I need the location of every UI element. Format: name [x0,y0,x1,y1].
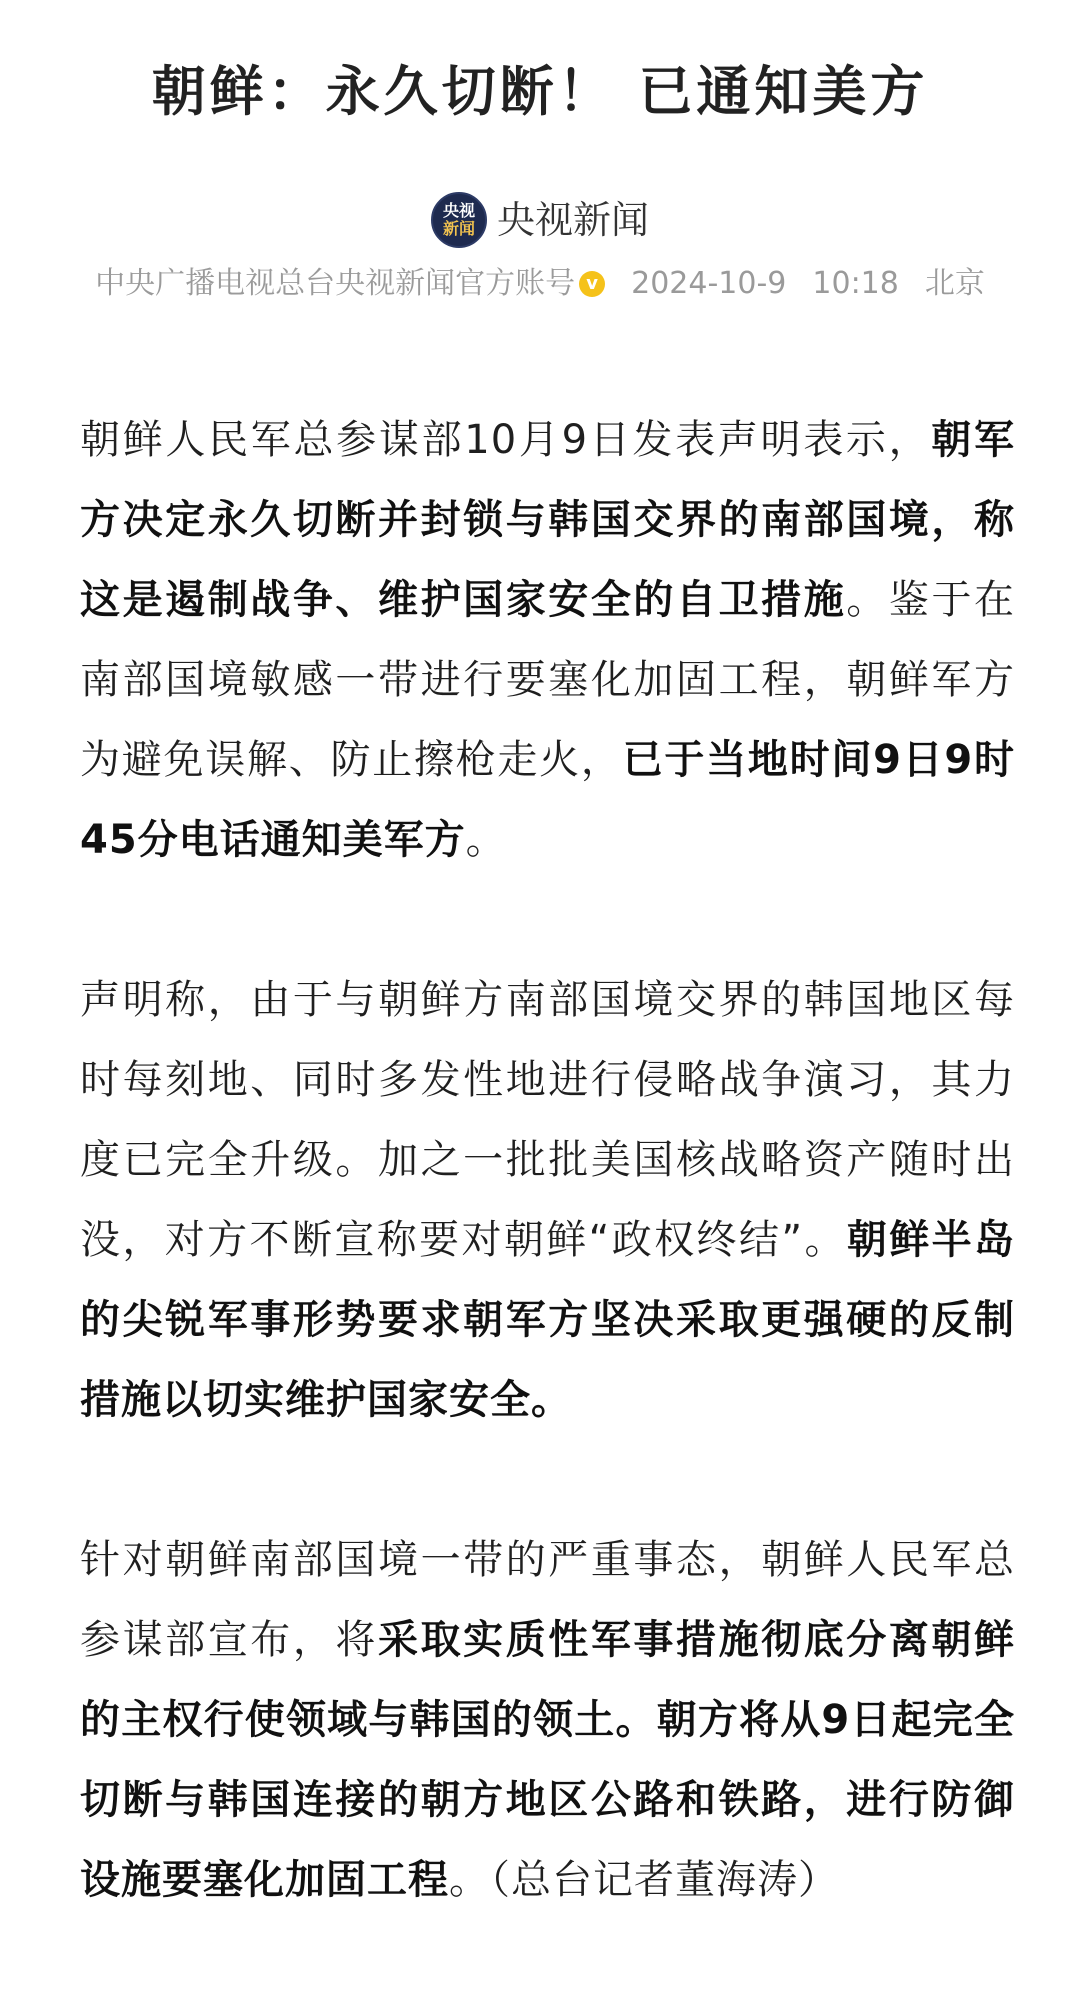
article-paragraph-3 [80,1520,1015,1920]
publish-date: 2024-10-9 [631,266,787,301]
article-paragraph-2 [80,960,1015,1440]
cctv-news-logo-icon[interactable] [431,192,487,248]
article-body [80,400,1015,2000]
paragraph-text: 。 [465,817,507,863]
account-description: 中央广播电视总台央视新闻官方账号 [95,266,576,301]
paragraph-bold-text: 已于当地时间9日9时45分电话通知美军方 [80,737,1015,863]
publish-time: 10:18 [812,266,899,301]
paragraph-bold-text: 朝鲜半岛的尖锐军事形势要求朝军方坚决采取更强硬的反制措施以切实维护国家安全。 [80,1217,1015,1423]
paragraph-text: 。（总台记者董海涛） [449,1857,839,1903]
paragraph-text: 针对朝鲜南部国境一带的严重事态，朝鲜人民军总参谋部宣布，将 [80,1537,1015,1663]
article-title: 朝鲜：永久切断！ 已通知美方 [151,60,929,123]
article-paragraph-1 [80,400,1015,880]
source-row[interactable] [0,192,1080,248]
paragraph-text: 朝鲜人民军总参谋部10月9日发表声明表示， [80,417,932,463]
logo-text-line1: 央视 [442,201,475,220]
paragraph-bold-text: 采取实质性军事措施彻底分离朝鲜的主权行使领域与韩国的领土。朝方将从9日起完全切断与韩国连接的朝方地区公路和铁路，进行防御设施要塞化加固工程 [80,1617,1015,1903]
article-meta [0,262,1080,306]
paragraph-bold-text: 朝军方决定永久切断并封锁与韩国交界的南部国境，称这是遏制战争、维护国家安全的自卫措施 [80,417,1015,623]
source-name[interactable]: 央视新闻 [496,198,649,242]
paragraph-text: 。鉴于在南部国境敏感一带进行要塞化加固工程，朝鲜军方为避免误解、防止擦枪走火， [80,577,1016,783]
verified-badge-icon: v [579,271,605,297]
paragraph-text: 声明称，由于与朝鲜方南部国境交界的韩国地区每时每刻地、同时多发性地进行侵略战争演习，其力度已完全升级。加之一批批美国核战略资产随时出没，对方不断宣称要对朝鲜“政权终结”。 [80,977,1015,1263]
logo-text-line2: 新闻 [442,219,475,238]
publish-location: 北京 [924,266,985,301]
